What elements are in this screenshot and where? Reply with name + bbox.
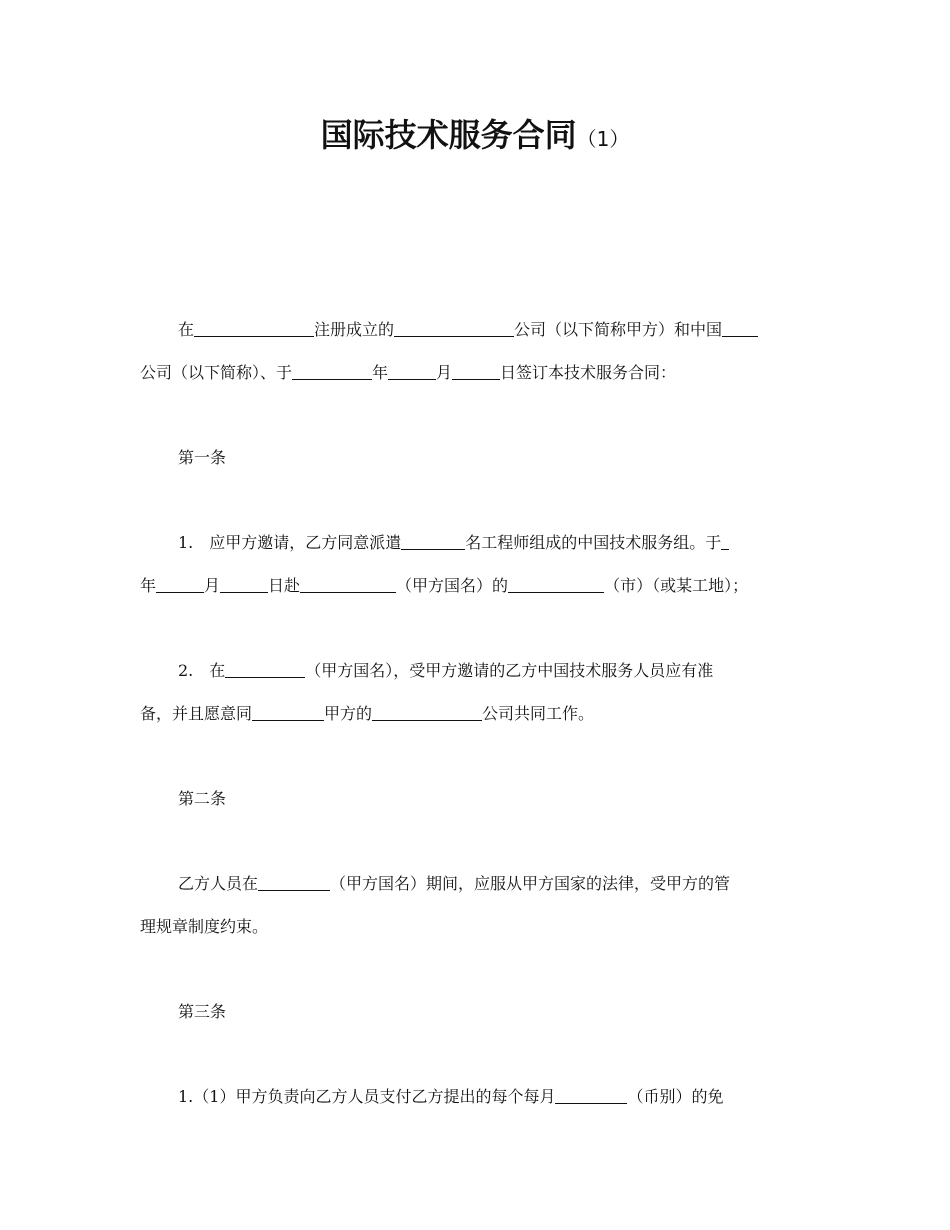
blank-field[interactable] [394, 318, 514, 337]
title-text: 国际技术服务合同 [320, 116, 577, 154]
blank-field[interactable] [252, 702, 324, 721]
blank-field[interactable] [258, 872, 330, 891]
art3-item1-line-1: 1.（1）甲方负责向乙方人员支付乙方提出的每个每月 （币别）的免 [178, 1087, 724, 1106]
article-2-heading: 第二条 [178, 789, 227, 808]
intro-line-1: 在 注册成立的 公司（以下简称甲方）和中国 [178, 318, 758, 342]
blank-field[interactable] [401, 531, 465, 550]
blank-field[interactable] [292, 361, 372, 380]
art1-item1-line-1: 1. 应甲方邀请，乙方同意派遣 名工程师组成的中国技术服务组。于 [178, 531, 729, 555]
document-title [0, 112, 950, 162]
art2-para-line-2: 理规章制度约束。 [140, 917, 269, 936]
blank-field[interactable] [722, 318, 758, 337]
article-3-heading: 第三条 [178, 1002, 227, 1021]
title-suffix: （1） [576, 127, 630, 151]
blank-field[interactable] [721, 531, 729, 550]
blank-field[interactable] [555, 1085, 627, 1104]
blank-field[interactable] [508, 574, 604, 593]
blank-field[interactable] [300, 574, 396, 593]
blank-field[interactable] [194, 318, 314, 337]
art1-item2-line-1: 2. 在 （甲方国名），受甲方邀请的乙方中国技术服务人员应有准 [178, 661, 714, 680]
blank-field[interactable] [452, 361, 500, 380]
blank-field[interactable] [372, 702, 482, 721]
art2-para-line-1: 乙方人员在 （甲方国名）期间，应服从甲方国家的法律，受甲方的管 [178, 874, 731, 893]
intro-line-2: 公司（以下简称）、于 年 月 日签订本技术服务合同： [140, 363, 677, 382]
art1-item1-line-2: 年 月 日赴 （甲方国名）的 （市）（或某工地）； [140, 576, 749, 595]
blank-field[interactable] [156, 574, 204, 593]
blank-field[interactable] [220, 574, 268, 593]
art1-item2-line-2: 备，并且愿意同 甲方的 公司共同工作。 [140, 704, 595, 723]
article-1-heading: 第一条 [178, 448, 227, 467]
blank-field[interactable] [388, 361, 436, 380]
blank-field[interactable] [225, 659, 305, 678]
